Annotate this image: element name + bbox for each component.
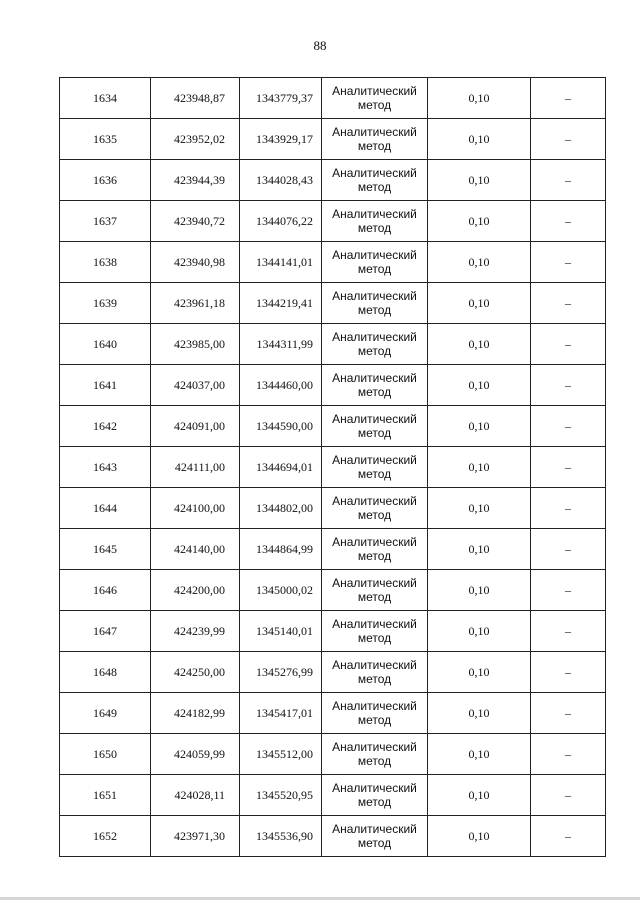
point-number-cell: 1645: [60, 529, 151, 570]
accuracy-cell: 0,10: [428, 693, 531, 734]
method-line-2: метод: [357, 344, 392, 358]
point-number-cell: 1638: [60, 242, 151, 283]
x-coordinate-cell: 424200,00: [151, 570, 240, 611]
accuracy-cell: 0,10: [428, 775, 531, 816]
method-cell: [322, 119, 428, 160]
note-cell: –: [531, 406, 606, 447]
method-line-2: метод: [357, 303, 392, 317]
note-cell: –: [531, 201, 606, 242]
y-coordinate-cell: 1345417,01: [240, 693, 322, 734]
method-line-1: Аналитический: [332, 453, 417, 467]
point-number-cell: 1652: [60, 816, 151, 857]
method-cell: [322, 611, 428, 652]
x-coordinate-cell: 423985,00: [151, 324, 240, 365]
note-cell: –: [531, 160, 606, 201]
x-coordinate-cell: 424037,00: [151, 365, 240, 406]
y-coordinate-cell: 1344311,99: [240, 324, 322, 365]
point-number-cell: 1651: [60, 775, 151, 816]
table-row: [60, 652, 606, 693]
coordinates-table: [59, 77, 606, 857]
note-cell: –: [531, 447, 606, 488]
method-cell: [322, 693, 428, 734]
x-coordinate-cell: 424059,99: [151, 734, 240, 775]
accuracy-cell: 0,10: [428, 406, 531, 447]
note-cell: –: [531, 365, 606, 406]
y-coordinate-cell: 1344141,01: [240, 242, 322, 283]
method-line-2: метод: [357, 672, 392, 686]
method-line-1: Аналитический: [332, 699, 417, 713]
method-line-1: Аналитический: [332, 740, 417, 754]
note-cell: –: [531, 611, 606, 652]
table-row: [60, 78, 606, 119]
x-coordinate-cell: 423940,72: [151, 201, 240, 242]
point-number-cell: 1642: [60, 406, 151, 447]
y-coordinate-cell: 1344219,41: [240, 283, 322, 324]
point-number-cell: 1636: [60, 160, 151, 201]
y-coordinate-cell: 1345536,90: [240, 816, 322, 857]
x-coordinate-cell: 423961,18: [151, 283, 240, 324]
method-line-2: метод: [357, 754, 392, 768]
accuracy-cell: 0,10: [428, 816, 531, 857]
point-number-cell: 1648: [60, 652, 151, 693]
accuracy-cell: 0,10: [428, 201, 531, 242]
method-line-2: метод: [357, 180, 392, 194]
note-cell: –: [531, 283, 606, 324]
method-cell: [322, 529, 428, 570]
accuracy-cell: 0,10: [428, 324, 531, 365]
method-cell: [322, 283, 428, 324]
note-cell: –: [531, 652, 606, 693]
x-coordinate-cell: 423944,39: [151, 160, 240, 201]
coordinates-table-body: [60, 78, 606, 857]
y-coordinate-cell: 1345520,95: [240, 775, 322, 816]
method-line-1: Аналитический: [332, 207, 417, 221]
method-line-2: метод: [357, 836, 392, 850]
table-row: [60, 324, 606, 365]
method-line-1: Аналитический: [332, 371, 417, 385]
x-coordinate-cell: 423948,87: [151, 78, 240, 119]
method-line-2: метод: [357, 98, 392, 112]
accuracy-cell: 0,10: [428, 447, 531, 488]
y-coordinate-cell: 1345512,00: [240, 734, 322, 775]
method-line-1: Аналитический: [332, 494, 417, 508]
y-coordinate-cell: 1345140,01: [240, 611, 322, 652]
method-cell: [322, 160, 428, 201]
method-line-1: Аналитический: [332, 412, 417, 426]
method-line-1: Аналитический: [332, 781, 417, 795]
table-row: [60, 816, 606, 857]
y-coordinate-cell: 1344460,00: [240, 365, 322, 406]
note-cell: –: [531, 119, 606, 160]
accuracy-cell: 0,10: [428, 652, 531, 693]
accuracy-cell: 0,10: [428, 160, 531, 201]
method-cell: [322, 816, 428, 857]
accuracy-cell: 0,10: [428, 119, 531, 160]
point-number-cell: 1637: [60, 201, 151, 242]
point-number-cell: 1646: [60, 570, 151, 611]
x-coordinate-cell: 424111,00: [151, 447, 240, 488]
x-coordinate-cell: 424028,11: [151, 775, 240, 816]
page-number: 88: [313, 38, 327, 53]
table-row: [60, 693, 606, 734]
note-cell: –: [531, 78, 606, 119]
x-coordinate-cell: 423952,02: [151, 119, 240, 160]
y-coordinate-cell: 1345000,02: [240, 570, 322, 611]
note-cell: –: [531, 734, 606, 775]
method-line-2: метод: [357, 590, 392, 604]
method-cell: [322, 775, 428, 816]
method-line-2: метод: [357, 508, 392, 522]
point-number-cell: 1640: [60, 324, 151, 365]
method-line-1: Аналитический: [332, 248, 417, 262]
table-row: [60, 611, 606, 652]
method-cell: [322, 324, 428, 365]
method-cell: [322, 570, 428, 611]
table-row: [60, 775, 606, 816]
table-row: [60, 160, 606, 201]
method-line-2: метод: [357, 549, 392, 563]
method-line-2: метод: [357, 139, 392, 153]
y-coordinate-cell: 1344802,00: [240, 488, 322, 529]
method-line-1: Аналитический: [332, 576, 417, 590]
method-line-1: Аналитический: [332, 535, 417, 549]
y-coordinate-cell: 1344590,00: [240, 406, 322, 447]
note-cell: –: [531, 324, 606, 365]
y-coordinate-cell: 1343779,37: [240, 78, 322, 119]
table-row: [60, 488, 606, 529]
method-cell: [322, 406, 428, 447]
method-cell: [322, 242, 428, 283]
point-number-cell: 1641: [60, 365, 151, 406]
x-coordinate-cell: 424091,00: [151, 406, 240, 447]
method-cell: [322, 734, 428, 775]
point-number-cell: 1634: [60, 78, 151, 119]
table-row: [60, 242, 606, 283]
method-line-1: Аналитический: [332, 125, 417, 139]
accuracy-cell: 0,10: [428, 78, 531, 119]
method-line-2: метод: [357, 221, 392, 235]
method-line-1: Аналитический: [332, 289, 417, 303]
table-row: [60, 570, 606, 611]
method-cell: [322, 365, 428, 406]
table-row: [60, 365, 606, 406]
accuracy-cell: 0,10: [428, 570, 531, 611]
accuracy-cell: 0,10: [428, 529, 531, 570]
x-coordinate-cell: 424250,00: [151, 652, 240, 693]
point-number-cell: 1649: [60, 693, 151, 734]
note-cell: –: [531, 693, 606, 734]
y-coordinate-cell: 1345276,99: [240, 652, 322, 693]
table-row: [60, 447, 606, 488]
x-coordinate-cell: 423971,30: [151, 816, 240, 857]
method-line-2: метод: [357, 713, 392, 727]
point-number-cell: 1647: [60, 611, 151, 652]
point-number-cell: 1650: [60, 734, 151, 775]
table-row: [60, 406, 606, 447]
x-coordinate-cell: 424100,00: [151, 488, 240, 529]
method-cell: [322, 488, 428, 529]
point-number-cell: 1643: [60, 447, 151, 488]
accuracy-cell: 0,10: [428, 365, 531, 406]
note-cell: –: [531, 488, 606, 529]
y-coordinate-cell: 1343929,17: [240, 119, 322, 160]
method-line-2: метод: [357, 467, 392, 481]
note-cell: –: [531, 775, 606, 816]
method-line-1: Аналитический: [332, 822, 417, 836]
method-cell: [322, 201, 428, 242]
method-line-1: Аналитический: [332, 617, 417, 631]
y-coordinate-cell: 1344694,01: [240, 447, 322, 488]
note-cell: –: [531, 816, 606, 857]
accuracy-cell: 0,10: [428, 611, 531, 652]
table-row: [60, 734, 606, 775]
method-line-1: Аналитический: [332, 330, 417, 344]
method-line-2: метод: [357, 385, 392, 399]
method-cell: [322, 78, 428, 119]
table-row: [60, 283, 606, 324]
x-coordinate-cell: 424182,99: [151, 693, 240, 734]
accuracy-cell: 0,10: [428, 734, 531, 775]
x-coordinate-cell: 424239,99: [151, 611, 240, 652]
method-line-2: метод: [357, 426, 392, 440]
note-cell: –: [531, 570, 606, 611]
method-line-1: Аналитический: [332, 658, 417, 672]
accuracy-cell: 0,10: [428, 283, 531, 324]
note-cell: –: [531, 242, 606, 283]
method-line-2: метод: [357, 795, 392, 809]
method-line-1: Аналитический: [332, 166, 417, 180]
y-coordinate-cell: 1344864,99: [240, 529, 322, 570]
table-row: [60, 119, 606, 160]
point-number-cell: 1635: [60, 119, 151, 160]
method-line-1: Аналитический: [332, 84, 417, 98]
method-line-2: метод: [357, 262, 392, 276]
table-row: [60, 201, 606, 242]
method-cell: [322, 447, 428, 488]
method-cell: [322, 652, 428, 693]
point-number-cell: 1639: [60, 283, 151, 324]
point-number-cell: 1644: [60, 488, 151, 529]
y-coordinate-cell: 1344076,22: [240, 201, 322, 242]
accuracy-cell: 0,10: [428, 242, 531, 283]
method-line-2: метод: [357, 631, 392, 645]
accuracy-cell: 0,10: [428, 488, 531, 529]
x-coordinate-cell: 423940,98: [151, 242, 240, 283]
table-row: [60, 529, 606, 570]
note-cell: –: [531, 529, 606, 570]
x-coordinate-cell: 424140,00: [151, 529, 240, 570]
y-coordinate-cell: 1344028,43: [240, 160, 322, 201]
